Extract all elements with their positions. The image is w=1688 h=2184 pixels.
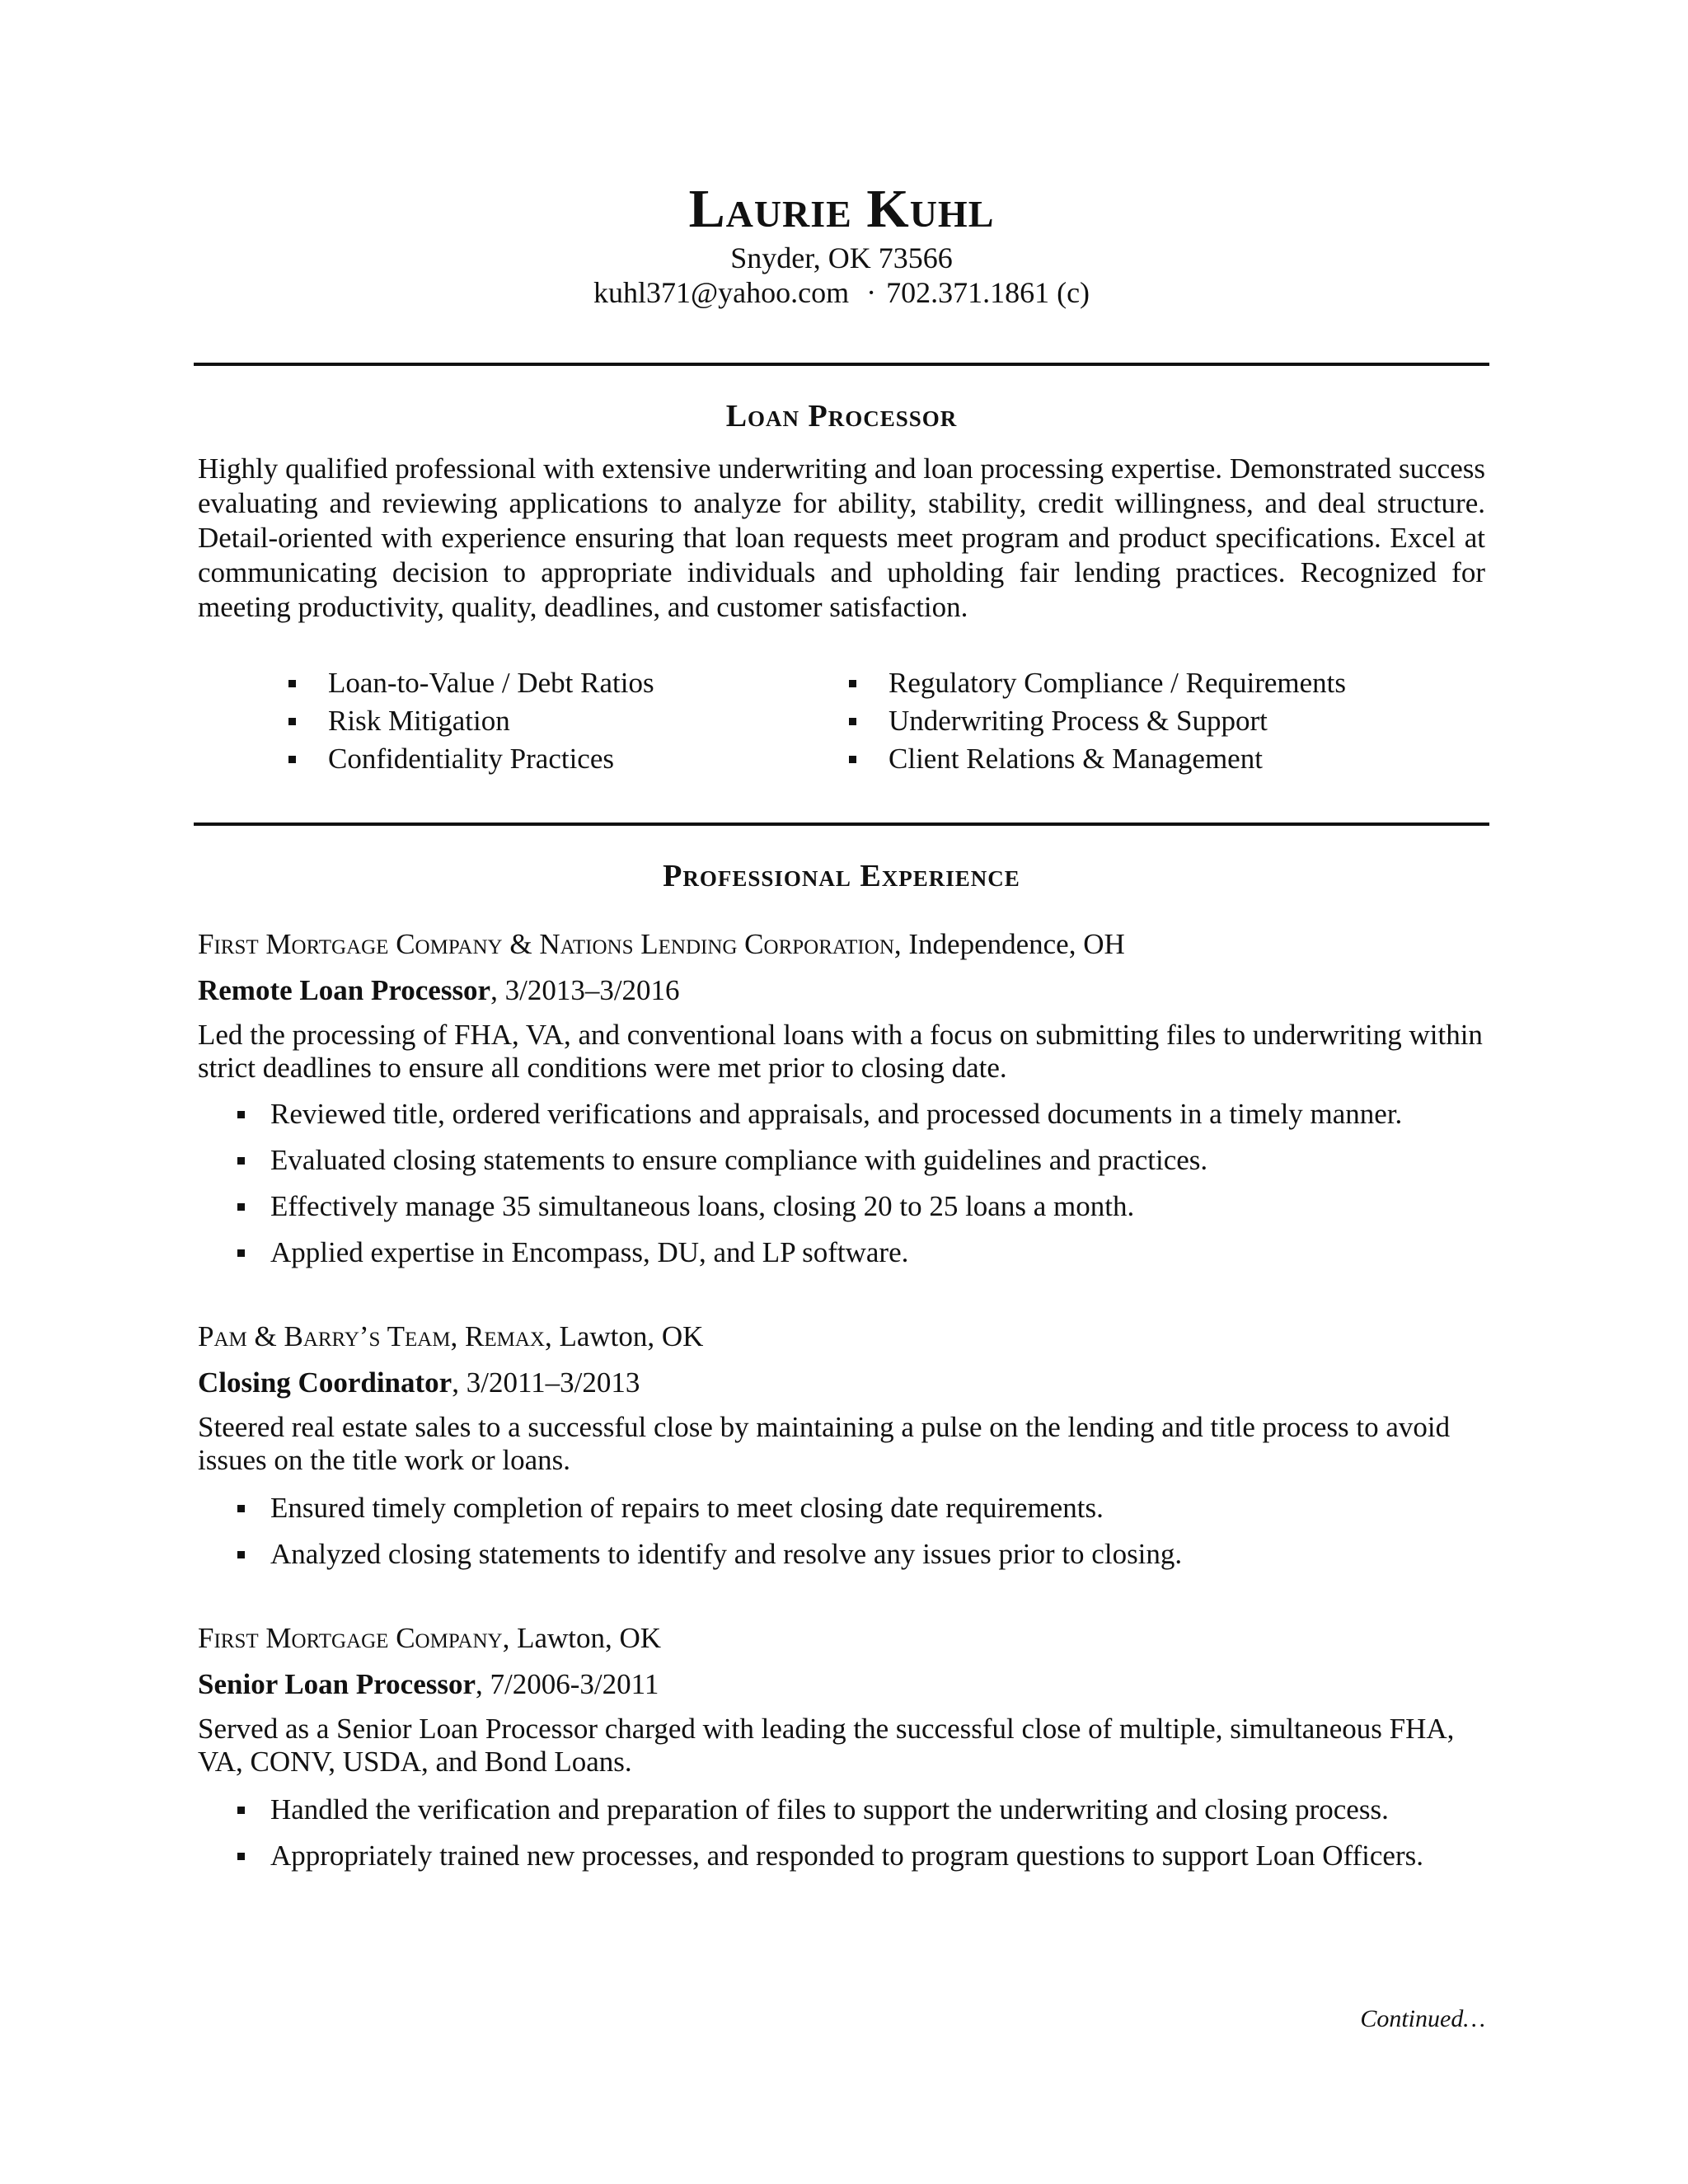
company-location: Lawton, OK <box>559 1320 704 1352</box>
company-name: First Mortgage Company, <box>198 1622 510 1654</box>
skill-item <box>849 664 1346 702</box>
bullet-icon <box>237 1157 245 1165</box>
contact-email: kuhl371@yahoo.com <box>593 276 850 309</box>
company-location: Independence, OH <box>908 928 1125 960</box>
bullet-icon <box>849 756 856 763</box>
achievement-list <box>237 1096 1485 1281</box>
skills-list-right <box>849 664 1346 778</box>
skills-list-left <box>288 664 654 778</box>
company-name: Pam & Barry’s Team, Remax, <box>198 1320 552 1352</box>
achievement-text: Effectively manage 35 simultaneous loans, closing 20 to 25 loans a month. <box>270 1190 1135 1222</box>
job-company <box>198 926 1485 963</box>
contact-location: Snyder, OK 73566 <box>730 241 953 274</box>
achievement-text: Appropriately trained new processes, and responded to program questions to support Loan Officers. <box>270 1840 1423 1872</box>
bullet-icon <box>237 1807 245 1814</box>
achievement-item <box>237 1490 1485 1536</box>
skill-item <box>288 740 654 778</box>
section-divider <box>194 363 1489 366</box>
achievement-item <box>237 1838 1485 1884</box>
achievement-text: Analyzed closing statements to identify and resolve any issues prior to closing. <box>270 1538 1183 1570</box>
skill-label: Client Relations & Management <box>889 743 1263 775</box>
bullet-icon <box>237 1203 245 1211</box>
job-dates: , 3/2013–3/2016 <box>490 974 680 1006</box>
achievement-text: Handled the verification and preparation of files to support the underwriting and closing process. <box>270 1793 1389 1825</box>
bullet-icon <box>237 1249 245 1257</box>
job-title: Closing Coordinator <box>198 1366 452 1399</box>
achievement-text: Applied expertise in Encompass, DU, and LP software. <box>270 1236 909 1268</box>
job-description: Led the processing of FHA, VA, and conventional loans with a focus on submitting files to underwriting within strict deadlines to ensure all conditions were met prior to closing date. <box>198 1019 1483 1084</box>
job-dates: , 7/2006-3/2011 <box>476 1668 659 1700</box>
achievement-list <box>237 1490 1485 1582</box>
achievement-item <box>237 1536 1485 1582</box>
skill-label: Regulatory Compliance / Requirements <box>889 667 1347 699</box>
achievement-item <box>237 1235 1485 1281</box>
job-role <box>198 1666 1485 1703</box>
job-title: Remote Loan Processor <box>198 974 491 1006</box>
summary-paragraph: Highly qualified professional with extensive underwriting and loan processing expertise. Demonstrated success evaluating and reviewing applications to analyze for ability, stability, credit willingness, and deal structure. Detail-oriented with experience ensuring that loan requests meet program and product specifications. Excel at communicating decision to appropriate individuals and upholding fair lending practices. Recognized for meeting productivity, quality, deadlines, and customer satisfaction. <box>198 452 1485 623</box>
company-location: Lawton, OK <box>517 1622 662 1654</box>
contact-separator: · <box>866 276 877 309</box>
contact-phone: 702.371.1861 (c) <box>886 276 1090 309</box>
skill-label: Risk Mitigation <box>328 705 510 737</box>
achievement-text: Evaluated closing statements to ensure compliance with guidelines and practices. <box>270 1144 1208 1176</box>
job-description: Steered real estate sales to a successful close by maintaining a pulse on the lending and title process to avoid issues on the title work or loans. <box>198 1411 1451 1476</box>
job-role <box>198 1365 1485 1401</box>
bullet-icon <box>849 680 856 687</box>
skill-item <box>288 702 654 740</box>
job-company <box>198 1319 1485 1355</box>
continued-note: Continued… <box>1360 2005 1485 2032</box>
bullet-icon <box>237 1551 245 1558</box>
skill-item <box>849 740 1346 778</box>
candidate-name: Laurie Kuhl <box>688 179 995 239</box>
achievement-text: Ensured timely completion of repairs to meet closing date requirements. <box>270 1492 1104 1524</box>
bullet-icon <box>237 1111 245 1118</box>
skill-label: Underwriting Process & Support <box>889 705 1268 737</box>
summary-heading: Loan Processor <box>725 399 958 434</box>
bullet-icon <box>288 718 296 725</box>
achievement-list <box>237 1792 1485 1884</box>
contact-details <box>198 275 1485 310</box>
achievement-text: Reviewed title, ordered verifications and appraisals, and processed documents in a timely manner. <box>270 1098 1403 1130</box>
skill-label: Loan-to-Value / Debt Ratios <box>328 667 654 699</box>
skill-item <box>849 702 1346 740</box>
bullet-icon <box>237 1853 245 1860</box>
job-dates: , 3/2011–3/2013 <box>452 1366 640 1399</box>
bullet-icon <box>237 1505 245 1512</box>
company-name: First Mortgage Company & Nations Lending Corporation, <box>198 928 902 960</box>
achievement-item <box>237 1142 1485 1188</box>
experience-heading: Professional Experience <box>663 859 1020 893</box>
job-role <box>198 972 1485 1009</box>
skill-label: Confidentiality Practices <box>328 743 614 775</box>
job-company <box>198 1620 1485 1657</box>
skill-item <box>288 664 654 702</box>
section-divider <box>194 823 1489 826</box>
bullet-icon <box>288 756 296 763</box>
achievement-item <box>237 1096 1485 1142</box>
job-title: Senior Loan Processor <box>198 1668 476 1700</box>
job-description: Served as a Senior Loan Processor charged with leading the successful close of multiple, simultaneous FHA, VA, CONV, USDA, and Bond Loans. <box>198 1713 1455 1778</box>
bullet-icon <box>288 680 296 687</box>
bullet-icon <box>849 718 856 725</box>
achievement-item <box>237 1188 1485 1235</box>
achievement-item <box>237 1792 1485 1838</box>
